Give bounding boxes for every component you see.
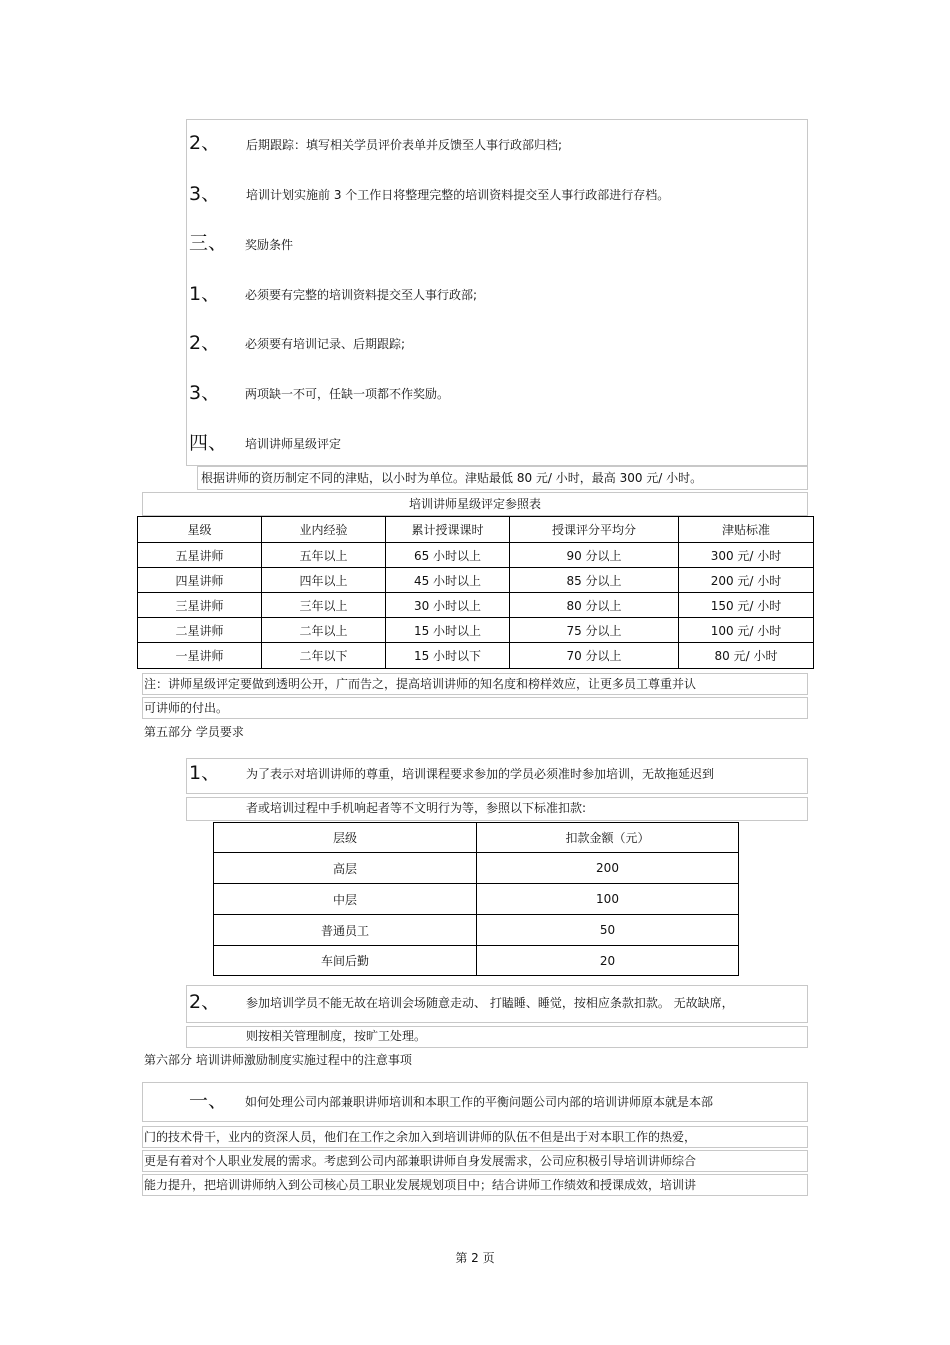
table-cell: 三年以上 <box>262 593 386 618</box>
table-cell: 150 元/ 小时 <box>679 593 814 618</box>
heading-number: 三、 <box>189 232 228 254</box>
item-text: 培训计划实施前 3 个工作日将整理完整的培训资料提交至人事行政部进行存档。 <box>246 188 670 202</box>
table-cell: 90 分以上 <box>510 543 679 568</box>
table-row <box>214 915 739 946</box>
table-cell: 75 分以上 <box>510 618 679 643</box>
table-row <box>138 618 814 643</box>
table-cell: 二年以上 <box>262 618 386 643</box>
table-cell: 300 元/ 小时 <box>679 543 814 568</box>
header-cell: 业内经验 <box>262 517 386 543</box>
item-text: 两项缺一不可，任缺一项都不作奖励。 <box>245 387 450 401</box>
heading-number: 四、 <box>189 432 228 454</box>
header-cell: 层级 <box>214 823 477 853</box>
item-text: 必须要有培训记录、后期跟踪; <box>245 337 406 351</box>
header-cell: 星级 <box>138 517 262 543</box>
note-frame <box>142 697 808 719</box>
table-row <box>214 884 739 915</box>
allowance-intro: 根据讲师的资历制定不同的津贴，以小时为单位。津贴最低 80 元/ 小时，最高 300 元/ 小时。 <box>201 471 703 485</box>
table-cell: 200 元/ 小时 <box>679 568 814 593</box>
table-cell: 100 <box>477 884 739 915</box>
table-cell: 中层 <box>214 884 477 915</box>
item-number: 3、 <box>189 382 221 404</box>
item-number: 1、 <box>189 283 221 305</box>
item-text: 后期跟踪：填写相关学员评价表单并反馈至人事行政部归档; <box>246 138 563 152</box>
table-cell: 普通员工 <box>214 915 477 946</box>
header-cell: 津贴标准 <box>679 517 814 543</box>
table-row <box>138 643 814 669</box>
table-cell: 高层 <box>214 853 477 884</box>
header-cell: 累计授课课时 <box>386 517 510 543</box>
item-number: 2、 <box>189 332 221 354</box>
item-number: 一、 <box>189 1090 228 1112</box>
item-text: 必须要有完整的培训资料提交至人事行政部; <box>245 288 478 302</box>
table-row <box>214 853 739 884</box>
header-cell: 扣款金额（元） <box>477 823 739 853</box>
part5-title: 第五部分 学员要求 <box>144 725 244 739</box>
item-text: 如何处理公司内部兼职讲师培训和本职工作的平衡问题公司内部的培训讲师原本就是本部 <box>245 1095 714 1109</box>
heading-text: 培训讲师星级评定 <box>245 437 342 451</box>
table-cell: 20 <box>477 946 739 976</box>
item-text: 为了表示对培训讲师的尊重，培训课程要求参加的学员必须准时参加培训，无故拖延迟到 <box>246 767 715 781</box>
star-table-caption: 培训讲师星级评定参照表 <box>408 497 541 511</box>
table-cell: 45 小时以上 <box>386 568 510 593</box>
item-number: 2、 <box>189 991 221 1013</box>
paragraph-line: 更是有着对个人职业发展的需求。考虑到公司内部兼职讲师自身发展需求，公司应积极引导培训讲师综合 <box>144 1154 697 1168</box>
star-rating-table <box>137 516 814 669</box>
table-cell: 15 小时以下 <box>386 643 510 669</box>
table-cell: 50 <box>477 915 739 946</box>
paragraph-line: 门的技术骨干，业内的资深人员，他们在工作之余加入到培训讲师的队伍不但是出于对本职工作的热爱， <box>144 1130 697 1144</box>
table-row <box>138 543 814 568</box>
page-number: 第 2 页 <box>455 1251 495 1265</box>
item-text: 参加培训学员不能无故在培训会场随意走动、 打瞌睡、睡觉，按相应条款扣款。 无故缺席， <box>246 996 734 1010</box>
item-text: 则按相关管理制度，按旷工处理。 <box>246 1029 427 1043</box>
item-text: 者或培训过程中手机响起者等不文明行为等，参照以下标准扣款: <box>246 801 587 815</box>
table-cell: 65 小时以上 <box>386 543 510 568</box>
paragraph-line: 能力提升，把培训讲师纳入到公司核心员工职业发展规划项目中；结合讲师工作绩效和授课成效，培训讲 <box>144 1178 697 1192</box>
part6-title: 第六部分 培训讲师激励制度实施过程中的注意事项 <box>144 1053 412 1067</box>
table-cell: 四星讲师 <box>138 568 262 593</box>
table-row <box>138 593 814 618</box>
table-cell: 五星讲师 <box>138 543 262 568</box>
header-cell: 授课评分平均分 <box>510 517 679 543</box>
table-cell: 70 分以上 <box>510 643 679 669</box>
table-cell: 85 分以上 <box>510 568 679 593</box>
table-cell: 80 分以上 <box>510 593 679 618</box>
table-cell: 200 <box>477 853 739 884</box>
table-cell: 80 元/ 小时 <box>679 643 814 669</box>
note-line: 可讲师的付出。 <box>144 701 229 715</box>
deduction-table <box>213 822 739 976</box>
table-cell: 二年以下 <box>262 643 386 669</box>
heading-text: 奖励条件 <box>245 238 294 252</box>
table-row <box>214 946 739 976</box>
table-cell: 三星讲师 <box>138 593 262 618</box>
table-cell: 车间后勤 <box>214 946 477 976</box>
item-number: 2、 <box>189 132 221 154</box>
table-row <box>138 568 814 593</box>
table-cell: 五年以上 <box>262 543 386 568</box>
table-cell: 二星讲师 <box>138 618 262 643</box>
note-line: 注：讲师星级评定要做到透明公开，广而告之，提高培训讲师的知名度和榜样效应，让更多员工尊重并认 <box>144 677 697 691</box>
table-cell: 100 元/ 小时 <box>679 618 814 643</box>
table-cell: 30 小时以上 <box>386 593 510 618</box>
table-cell: 一星讲师 <box>138 643 262 669</box>
table-cell: 15 小时以上 <box>386 618 510 643</box>
table-cell: 四年以上 <box>262 568 386 593</box>
item-number: 1、 <box>189 762 221 784</box>
item-number: 3、 <box>189 183 221 205</box>
